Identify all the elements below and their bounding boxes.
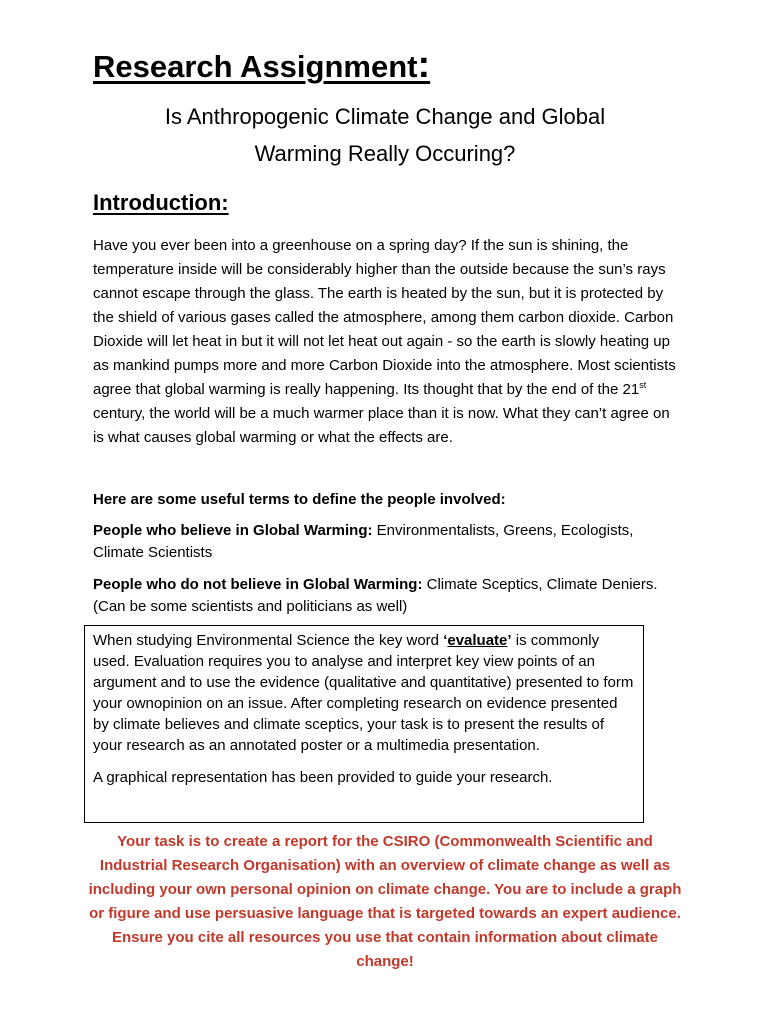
evaluate-paragraph — [93, 630, 635, 756]
nonbelievers-definition — [93, 574, 683, 618]
keyword-quote-close: ’ — [507, 632, 512, 649]
page-title — [93, 44, 430, 87]
title-text: Research Assignment — [93, 49, 418, 84]
believers-definition — [93, 520, 683, 564]
task-instructions: Your task is to create a report for the CSIRO (Commonwealth Scientific and Industrial Research Organisation) with an overview of climate change as well as including your own personal opinion on climate change. You are to include a graph or figure and use persuasive language that is targeted towards an expert audience. Ensure you cite all resources you use that contain information about climate change! — [88, 833, 682, 970]
title-colon: : — [417, 44, 431, 86]
evaluate-info-box — [84, 625, 644, 823]
subtitle — [80, 98, 690, 172]
intro-superscript: st — [639, 380, 647, 390]
intro-text-part-1: Have you ever been into a greenhouse on a spring day? If the sun is shining, the temperature inside will be considerably higher than the outside because the sun’s rays cannot escape through the glass. The earth is heated by the sun, but it is protected by the shield of various gases called the atmosphere, among them carbon dioxide. Carbon Dioxide will let heat in but it will not let heat out again - so the earth is slowly heating up as mankind pumps more and more Carbon Dioxide into the atmosphere. Most scientists agree that global warming is really happening. Its thought that by the end of the 21 — [93, 237, 676, 398]
introduction-paragraph — [93, 234, 683, 450]
keyword-quote-open: ‘ — [443, 632, 448, 649]
graphical-note: A graphical representation has been provided to guide your research. — [93, 769, 553, 786]
intro-text-part-2: century, the world will be a much warmer place than it is now. What they can’t agree on is what causes global warming or what the effects are. — [93, 405, 670, 446]
terms-heading: Here are some useful terms to define the people involved: — [93, 491, 506, 508]
box-text-before: When studying Environmental Science the key word — [93, 632, 444, 649]
box-text-after: is commonly used. Evaluation requires you to analyse and interpret key view points of an argument and to use the evidence (qualitative and quantitative) presented to form your ownopinion on an issue. After completing research on evidence presented by climate believes and climate sceptics, your task is to present the results of your research as an annotated poster or a multimedia presentation. — [93, 632, 634, 754]
believers-text: Environmentalists, Greens, Ecologists, Climate Scientists — [93, 522, 634, 561]
paragraph-gap — [93, 756, 635, 767]
nonbelievers-label: People who do not believe in Global Warming: — [93, 576, 423, 593]
keyword-text: evaluate — [447, 632, 508, 649]
believers-label: People who believe in Global Warming: — [93, 522, 373, 539]
subtitle-line-1: Is Anthropogenic Climate Change and Global — [164, 104, 606, 129]
evaluate-keyword — [443, 632, 511, 649]
introduction-heading: Introduction: — [93, 190, 229, 215]
subtitle-line-2: Warming Really Occuring? — [254, 141, 516, 166]
nonbelievers-text: Climate Sceptics, Climate Deniers. (Can be some scientists and politicians as well) — [93, 576, 658, 615]
